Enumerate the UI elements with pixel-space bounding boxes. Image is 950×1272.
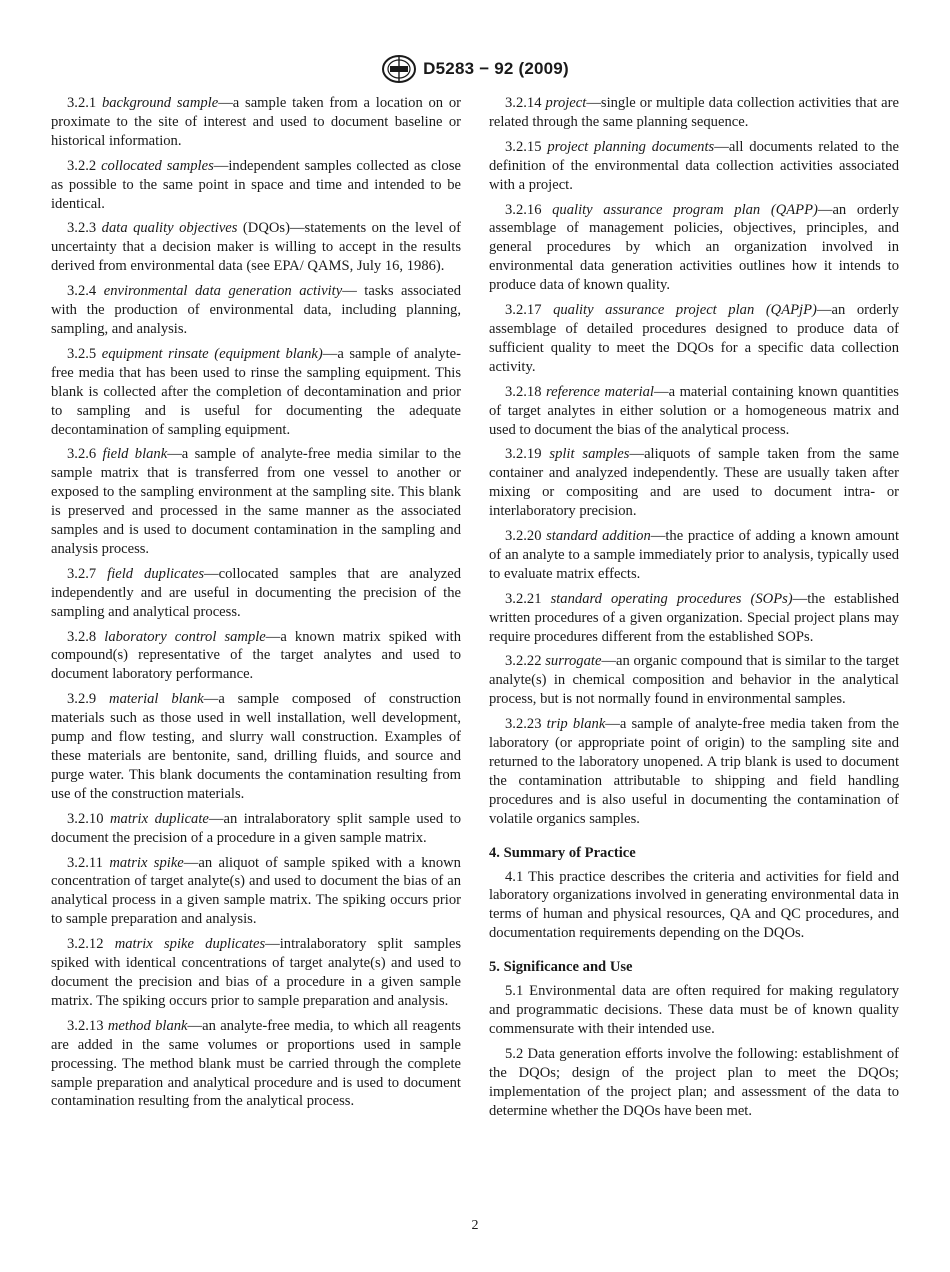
definition-paragraph: 3.2.6 field blank—a sample of analyte-free media similar to the sample matrix that is transferred from one vessel to another or exposed to the sampling environment at the sampling site. This blank is preserved and processed in the same manner as the associated samples and is used to document contamination in the sampling and analysis process. [51, 446, 462, 557]
definition-paragraph: 3.2.7 field duplicates—collocated samples that are analyzed independently and are useful in documenting the precision of the sampling and analytical process. [51, 565, 461, 620]
definition-paragraph: 3.2.23 trip blank—a sample of analyte-free media taken from the laboratory (or appropriate point of origin) to the sampling site and returned to the laboratory unopened. A trip blank is used to document the contamination attributable to shipping and field handling procedures and is also useful in documenting the contamination of volatile organics samples. [489, 716, 899, 827]
definition-paragraph: 3.2.20 standard addition—the practice of adding a known amount of an analyte to a sample immediately prior to analysis, typically used to evaluate matrix effects. [489, 528, 900, 582]
definition-paragraph: 3.2.3 data quality objectives (DQOs)—statements on the level of uncertainty that a decision maker is willing to accept in the results derived from environmental data (see EPA/ QAMS, July 16, 1986). [51, 220, 461, 275]
page-header [0, 54, 950, 84]
definition-paragraph: 3.2.17 quality assurance project plan (QAPjP)—an orderly assemblage of detailed procedures designed to produce data of sufficient quality to meet the DQOs for a specific data collection activity. [489, 302, 899, 375]
definition-paragraph: 3.2.5 equipment rinsate (equipment blank)—a sample of analyte-free media that has been used to rinse the sampling equipment. This blank is collected after the completion of decontamination and prior to sampling and is useful for documenting the adequate decontamination of sampling equipment. [51, 345, 461, 438]
definition-paragraph: 3.2.18 reference material—a material containing known quantities of target analytes in either solution or a homogeneous matrix and used to document the bias of the analytical process. [489, 383, 899, 438]
definition-paragraph: 3.2.2 collocated samples—independent samples collected as close as possible to the same point in space and time and intended to be identical. [51, 157, 461, 212]
definition-paragraph: 3.2.9 material blank—a sample composed of construction materials such as those used in well installation, well development, pump and flow testing, and slurry wall construction. Examples of these materials are bentonite, sand, drilling fluids, and source and purge water. This blank documents the contamination resulting from use of the construction materials. [51, 691, 461, 802]
definition-paragraph: 3.2.8 laboratory control sample—a known matrix spiked with compound(s) representative of the target analytes and used to document laboratory performance. [51, 628, 462, 683]
definition-paragraph: 3.2.22 surrogate—an organic compound that is similar to the target analyte(s) in chemical composition and behavior in the analytical process, but is not normally found in environmental samples. [489, 653, 899, 708]
definition-paragraph: 3.2.4 environmental data generation activity— tasks associated with the production of environmental data, including planning, sampling, and analysis. [51, 283, 461, 337]
definition-paragraph: 3.2.11 matrix spike—an aliquot of sample spiked with a known concentration of target analyte(s) and used to document the bias of an analytical process in a given sample matrix. The spiking occurs prior to sample preparation and analysis. [51, 854, 461, 928]
right-column [489, 94, 899, 1126]
definition-paragraph: 3.2.19 split samples—aliquots of sample taken from the same container and analyzed independently. These are usually taken after mixing or compositing and are used to document intra- or interlaboratory precision. [489, 446, 899, 520]
section-heading-summary: 4. Summary of Practice [489, 844, 636, 861]
left-column [51, 94, 461, 1117]
section-heading-significance: 5. Significance and Use [489, 959, 633, 976]
definition-paragraph: 3.2.10 matrix duplicate—an intralaboratory split sample used to document the precision of a procedure in a given sample matrix. [51, 810, 462, 846]
document-designation: D5283 − 92 (2009) [423, 59, 569, 78]
definition-paragraph: 3.2.21 standard operating procedures (SOPs)—the established written procedures of a given organization. Special project plans may require procedures different from the established SOPs. [489, 590, 900, 645]
definition-paragraph: 3.2.12 matrix spike duplicates—intralaboratory split samples spiked with identical concentrations of target analyte(s) and used to document the precision and bias of a procedure in a given sample matrix. The spiking occurs prior to sample preparation and analysis. [51, 936, 462, 1009]
page-number: 2 [471, 1218, 479, 1233]
section-paragraph: 4.1 This practice describes the criteria and activities for field and laboratory organizations involved in generating environmental data in terms of human and physical resources, QA and QC procedures, and documentation requirements depending on the DQOs. [489, 868, 899, 942]
definition-paragraph: 3.2.1 background sample—a sample taken from a location on or proximate to the site of interest and used to document baseline or historical information. [51, 95, 462, 149]
section-paragraph: 5.2 Data generation efforts involve the following: establishment of the DQOs; design of the project plan to meet the DQOs; implementation of the project plan; and assessment of the data to determine whether the DQOs have been met. [489, 1045, 899, 1119]
definition-paragraph: 3.2.16 quality assurance program plan (QAPP)—an orderly assemblage of management policies, objectives, principles, and general procedures by which an organization involved in environmental data generation activities outlines how it intends to produce data of known quality. [489, 201, 899, 294]
definition-paragraph: 3.2.13 method blank—an analyte-free media, to which all reagents are added in the same volumes or proportions used in sample processing. The method blank must be carried through the complete sample preparation and analytical procedure and is used to document contamination resulting from the analytical process. [51, 1017, 461, 1110]
section-paragraph: 5.1 Environmental data are often required for making regulatory and programmatic decisions. These data must be of known quality commensurate with their intended use. [489, 983, 899, 1037]
definition-paragraph: 3.2.14 project—single or multiple data collection activities that are related through the same planning sequence. [489, 95, 899, 130]
astm-logo-icon [381, 54, 417, 84]
definition-paragraph: 3.2.15 project planning documents—all documents related to the definition of the environmental data collection activities associated with a project. [489, 138, 899, 193]
